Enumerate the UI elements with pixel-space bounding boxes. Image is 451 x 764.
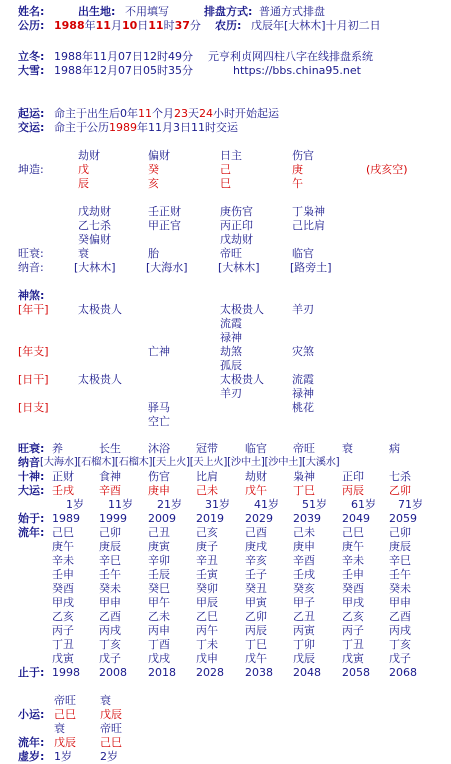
liunian-cell: 壬申 [342, 568, 364, 581]
hidden-month-1: 壬正财 [148, 205, 181, 218]
shensha-rizhi-c4: 桃花 [292, 401, 314, 414]
xiaoyun-liunian-label: 流年: [18, 736, 45, 749]
dayun-age-7: 61岁 [351, 498, 376, 511]
liunian-cell: 戊寅 [342, 652, 364, 665]
liunian-cell: 癸丑 [245, 582, 267, 595]
shensha-rigan-c3-1: 太极贵人 [220, 373, 264, 386]
qiyun-label: 起运: [18, 107, 45, 120]
liunian-cell: 壬午 [389, 568, 411, 581]
liunian-cell: 壬申 [52, 568, 74, 581]
hidden-month-2: 甲正官 [148, 219, 181, 232]
liunian-cell: 庚辰 [99, 540, 121, 553]
jiaoyun-label: 交运: [18, 121, 45, 134]
shensha-rizhi-c2-1: 驿马 [148, 401, 170, 414]
dayun-shishen-label: 十神: [18, 470, 45, 483]
qiyun-value: 命主于出生后0年11个月23天24小时开始起运 [54, 107, 279, 120]
birthplace-label: 出生地: [78, 5, 116, 18]
dayun-pillar-4: 己未 [196, 484, 218, 497]
liunian-cell: 乙卯 [245, 610, 267, 623]
lunar-label: 农历: [215, 19, 242, 32]
start-label: 始于: [18, 512, 45, 525]
dayun-shishen-4: 比肩 [196, 470, 218, 483]
xiaoyun-liunian-1: 戊辰 [54, 736, 76, 749]
dayun-pillar-6: 丁巳 [293, 484, 315, 497]
dayun-ws-2: 长生 [99, 442, 121, 455]
shensha-niangan-c3-2: 流霞 [220, 317, 242, 330]
liunian-cell: 丁亥 [99, 638, 121, 651]
dayun-ws-4: 冠带 [196, 442, 218, 455]
liunian-cell: 辛丑 [196, 554, 218, 567]
branch-hour: 午 [292, 177, 303, 190]
xusui-1: 1岁 [54, 750, 72, 763]
xiaoyun-ws-2: 帝旺 [100, 722, 122, 735]
shensha-niangan-c3-1: 太极贵人 [220, 303, 264, 316]
hidden-day-3: 戊劫财 [220, 233, 253, 246]
liunian-cell: 戊寅 [52, 652, 74, 665]
site-title: 元亨利贞网四柱八字在线排盘系统 [208, 50, 373, 63]
hidden-year-2: 乙七杀 [78, 219, 111, 232]
liunian-cell: 戊午 [245, 652, 267, 665]
dayun-age-8: 71岁 [398, 498, 423, 511]
nayin-month: [大海水] [146, 261, 188, 274]
dayun-age-4: 31岁 [205, 498, 230, 511]
wangshuai-month: 胎 [148, 247, 159, 260]
end-year-4: 2028 [196, 666, 224, 679]
solar-date: 1988年11月10日11时37分 [54, 19, 201, 32]
liunian-cell: 乙亥 [52, 610, 74, 623]
end-year-3: 2018 [148, 666, 176, 679]
stem-hour: 庚 [292, 163, 303, 176]
liunian-cell: 丙午 [196, 624, 218, 637]
dayun-pillar-8: 乙卯 [389, 484, 411, 497]
tengod-year: 劫财 [78, 149, 100, 162]
tengod-month: 偏财 [148, 149, 170, 162]
dayun-age-5: 41岁 [254, 498, 279, 511]
liunian-cell: 甲戌 [342, 596, 364, 609]
liunian-cell: 癸亥 [293, 582, 315, 595]
liunian-cell: 壬午 [99, 568, 121, 581]
lidong-label: 立冬: [18, 50, 45, 63]
liunian-cell: 丁丑 [52, 638, 74, 651]
end-year-7: 2058 [342, 666, 370, 679]
wangshuai-day: 帝旺 [220, 247, 242, 260]
shensha-rigan-c1: 太极贵人 [78, 373, 122, 386]
lunar-value: 戊辰年[大林木]十月初二日 [251, 19, 381, 32]
hidden-hour-1: 丁枭神 [292, 205, 325, 218]
xusui-label: 虚岁: [18, 750, 45, 763]
liunian-cell: 戊辰 [293, 652, 315, 665]
liunian-cell: 癸酉 [342, 582, 364, 595]
liunian-cell: 丙辰 [245, 624, 267, 637]
liunian-cell: 辛亥 [245, 554, 267, 567]
shensha-nianzhi-c3-1: 劫煞 [220, 345, 242, 358]
dayun-pillar-1: 壬戌 [52, 484, 74, 497]
dayun-shishen-6: 枭神 [293, 470, 315, 483]
liunian-cell: 丁亥 [389, 638, 411, 651]
xiaoyun-top-1: 帝旺 [54, 694, 76, 707]
wangshuai-hour: 临官 [292, 247, 314, 260]
liunian-cell: 丙戌 [389, 624, 411, 637]
dayun-wangshuai-label: 旺衰: [18, 442, 45, 455]
liunian-cell: 丙子 [342, 624, 364, 637]
dayun-nayin-label: 纳音 [18, 456, 40, 469]
shensha-rigan-c4-2: 禄神 [292, 387, 314, 400]
liunian-cell: 辛未 [52, 554, 74, 567]
kongwang: (戌亥空) [366, 163, 408, 176]
liunian-cell: 己酉 [245, 526, 267, 539]
dayun-shishen-7: 正印 [342, 470, 364, 483]
liunian-cell: 丙申 [148, 624, 170, 637]
shensha-nianzhi-c3-2: 孤辰 [220, 359, 242, 372]
liunian-cell: 戊子 [99, 652, 121, 665]
start-year-8: 2059 [389, 512, 417, 525]
liunian-cell: 丁巳 [245, 638, 267, 651]
liunian-cell: 癸巳 [148, 582, 170, 595]
liunian-cell: 己亥 [196, 526, 218, 539]
end-label: 止于: [18, 666, 45, 679]
dayun-pillar-2: 辛酉 [99, 484, 121, 497]
wangshuai-label: 旺衰: [18, 247, 44, 260]
end-year-1: 1998 [52, 666, 80, 679]
branch-year: 辰 [78, 177, 89, 190]
liunian-cell: 戊申 [196, 652, 218, 665]
liunian-cell: 壬戌 [293, 568, 315, 581]
hidden-hour-2: 己比肩 [292, 219, 325, 232]
dayun-shishen-3: 伤官 [148, 470, 170, 483]
dayun-age-6: 51岁 [302, 498, 327, 511]
liunian-cell: 丙寅 [293, 624, 315, 637]
shensha-niangan-c4: 羊刃 [292, 303, 314, 316]
shensha-label-rigan: [日干] [18, 373, 49, 386]
nayin-year: [大林木] [74, 261, 116, 274]
shensha-niangan-c3-3: 禄神 [220, 331, 242, 344]
branch-month: 亥 [148, 177, 159, 190]
liunian-cell: 辛巳 [389, 554, 411, 567]
liunian-cell: 辛巳 [99, 554, 121, 567]
liunian-cell: 庚午 [52, 540, 74, 553]
liunian-cell: 壬寅 [196, 568, 218, 581]
liunian-cell: 己卯 [99, 526, 121, 539]
hidden-day-1: 庚伤官 [220, 205, 253, 218]
liunian-cell: 甲戌 [52, 596, 74, 609]
liunian-cell: 庚午 [342, 540, 364, 553]
shensha-rigan-c3-2: 羊刃 [220, 387, 242, 400]
liunian-cell: 庚寅 [148, 540, 170, 553]
dayun-ws-7: 衰 [342, 442, 353, 455]
liunian-cell: 癸酉 [52, 582, 74, 595]
method-label: 排盘方式: [204, 5, 253, 18]
nayin-label: 纳音: [18, 261, 44, 274]
dayun-shishen-8: 七杀 [389, 470, 411, 483]
stem-day: 己 [220, 163, 231, 176]
end-year-8: 2068 [389, 666, 417, 679]
dayun-ws-5: 临官 [245, 442, 267, 455]
dayun-nayin: [大海水][石榴木][石榴木][天上火][天上火][沙中土][沙中土][大溪水] [40, 456, 340, 468]
xiaoyun-label: 小运: [18, 708, 45, 721]
lidong-value: 1988年11月07日12时49分 [54, 50, 193, 63]
stem-year: 戊 [78, 163, 89, 176]
liunian-cell: 戊戌 [148, 652, 170, 665]
liunian-cell: 乙亥 [342, 610, 364, 623]
dayun-ws-3: 沐浴 [148, 442, 170, 455]
liunian-cell: 庚子 [196, 540, 218, 553]
dayun-shishen-1: 正财 [52, 470, 74, 483]
birthplace-value: 不用填写 [125, 5, 169, 18]
liunian-cell: 庚辰 [389, 540, 411, 553]
liunian-cell: 丁丑 [342, 638, 364, 651]
liunian-cell: 癸未 [99, 582, 121, 595]
dayun-pillar-5: 戊午 [245, 484, 267, 497]
liunian-cell: 甲申 [389, 596, 411, 609]
dayun-ws-6: 帝旺 [293, 442, 315, 455]
xiaoyun-value-1: 己巳 [54, 708, 76, 721]
dayun-shishen-5: 劫财 [245, 470, 267, 483]
start-year-3: 2009 [148, 512, 176, 525]
liunian-cell: 壬辰 [148, 568, 170, 581]
qiankun-label: 坤造: [18, 163, 44, 176]
name-label: 姓名: [18, 5, 45, 18]
nayin-day: [大林木] [218, 261, 260, 274]
nayin-hour: [路旁土] [290, 261, 332, 274]
liunian-cell: 丁卯 [293, 638, 315, 651]
liunian-cell: 乙丑 [293, 610, 315, 623]
dayun-pillar-7: 丙辰 [342, 484, 364, 497]
xiaoyun-top-2: 衰 [100, 694, 111, 707]
liunian-cell: 辛酉 [293, 554, 315, 567]
hidden-year-1: 戊劫财 [78, 205, 111, 218]
start-year-2: 1999 [99, 512, 127, 525]
liunian-cell: 辛未 [342, 554, 364, 567]
shensha-label-niangan: [年干] [18, 303, 49, 316]
dayun-label: 大运: [18, 484, 45, 497]
hidden-day-2: 丙正印 [220, 219, 253, 232]
liunian-cell: 己巳 [342, 526, 364, 539]
daxue-value: 1988年12月07日05时35分 [54, 64, 193, 77]
liunian-cell: 乙酉 [99, 610, 121, 623]
solar-label: 公历: [18, 19, 45, 32]
liunian-cell: 癸卯 [196, 582, 218, 595]
liunian-cell: 戊子 [389, 652, 411, 665]
liunian-cell: 甲申 [99, 596, 121, 609]
liunian-cell: 丙戌 [99, 624, 121, 637]
shensha-title: 神煞: [18, 289, 45, 302]
liunian-cell: 丁酉 [148, 638, 170, 651]
liunian-cell: 丁未 [196, 638, 218, 651]
start-year-5: 2029 [245, 512, 273, 525]
liunian-cell: 甲子 [293, 596, 315, 609]
tengod-hour: 伤官 [292, 149, 314, 162]
liunian-cell: 甲辰 [196, 596, 218, 609]
method-value: 普通方式排盘 [259, 5, 325, 18]
shensha-nianzhi-c4: 灾煞 [292, 345, 314, 358]
liunian-label: 流年: [18, 526, 45, 539]
liunian-cell: 己丑 [148, 526, 170, 539]
liunian-cell: 癸未 [389, 582, 411, 595]
xusui-2: 2岁 [100, 750, 118, 763]
end-year-6: 2048 [293, 666, 321, 679]
site-url-link[interactable]: https://bbs.china95.net [233, 64, 361, 77]
dayun-pillar-3: 庚申 [148, 484, 170, 497]
liunian-cell: 己未 [293, 526, 315, 539]
liunian-cell: 乙未 [148, 610, 170, 623]
liunian-cell: 庚申 [293, 540, 315, 553]
end-year-2: 2008 [99, 666, 127, 679]
stem-month: 癸 [148, 163, 159, 176]
shensha-label-rizhi: [日支] [18, 401, 49, 414]
liunian-cell: 乙巳 [196, 610, 218, 623]
tengod-day: 日主 [220, 149, 242, 162]
end-year-5: 2038 [245, 666, 273, 679]
dayun-ws-1: 养 [52, 442, 63, 455]
shensha-niangan-c1: 太极贵人 [78, 303, 122, 316]
shensha-rizhi-c2-2: 空亡 [148, 415, 170, 428]
jiaoyun-value: 命主于公历1989年11月3日11时交运 [54, 121, 238, 134]
dayun-shishen-2: 食神 [99, 470, 121, 483]
branch-day: 巳 [220, 177, 231, 190]
xiaoyun-ws-1: 衰 [54, 722, 65, 735]
start-year-7: 2049 [342, 512, 370, 525]
liunian-cell: 甲寅 [245, 596, 267, 609]
wangshuai-year: 衰 [78, 247, 89, 260]
dayun-age-1: 1岁 [66, 498, 84, 511]
hidden-year-3: 癸偏财 [78, 233, 111, 246]
liunian-cell: 己巳 [52, 526, 74, 539]
start-year-4: 2019 [196, 512, 224, 525]
liunian-cell: 己卯 [389, 526, 411, 539]
liunian-cell: 庚戌 [245, 540, 267, 553]
dayun-ws-8: 病 [389, 442, 400, 455]
shensha-label-nianzhi: [年支] [18, 345, 49, 358]
shensha-rigan-c4-1: 流霞 [292, 373, 314, 386]
liunian-cell: 乙酉 [389, 610, 411, 623]
daxue-label: 大雪: [18, 64, 45, 77]
start-year-1: 1989 [52, 512, 80, 525]
dayun-age-2: 11岁 [108, 498, 133, 511]
shensha-nianzhi-c2: 亡神 [148, 345, 170, 358]
start-year-6: 2039 [293, 512, 321, 525]
dayun-age-3: 21岁 [157, 498, 182, 511]
xiaoyun-liunian-2: 己巳 [100, 736, 122, 749]
liunian-cell: 辛卯 [148, 554, 170, 567]
liunian-cell: 甲午 [148, 596, 170, 609]
xiaoyun-value-2: 戊辰 [100, 708, 122, 721]
liunian-cell: 壬子 [245, 568, 267, 581]
liunian-cell: 丙子 [52, 624, 74, 637]
